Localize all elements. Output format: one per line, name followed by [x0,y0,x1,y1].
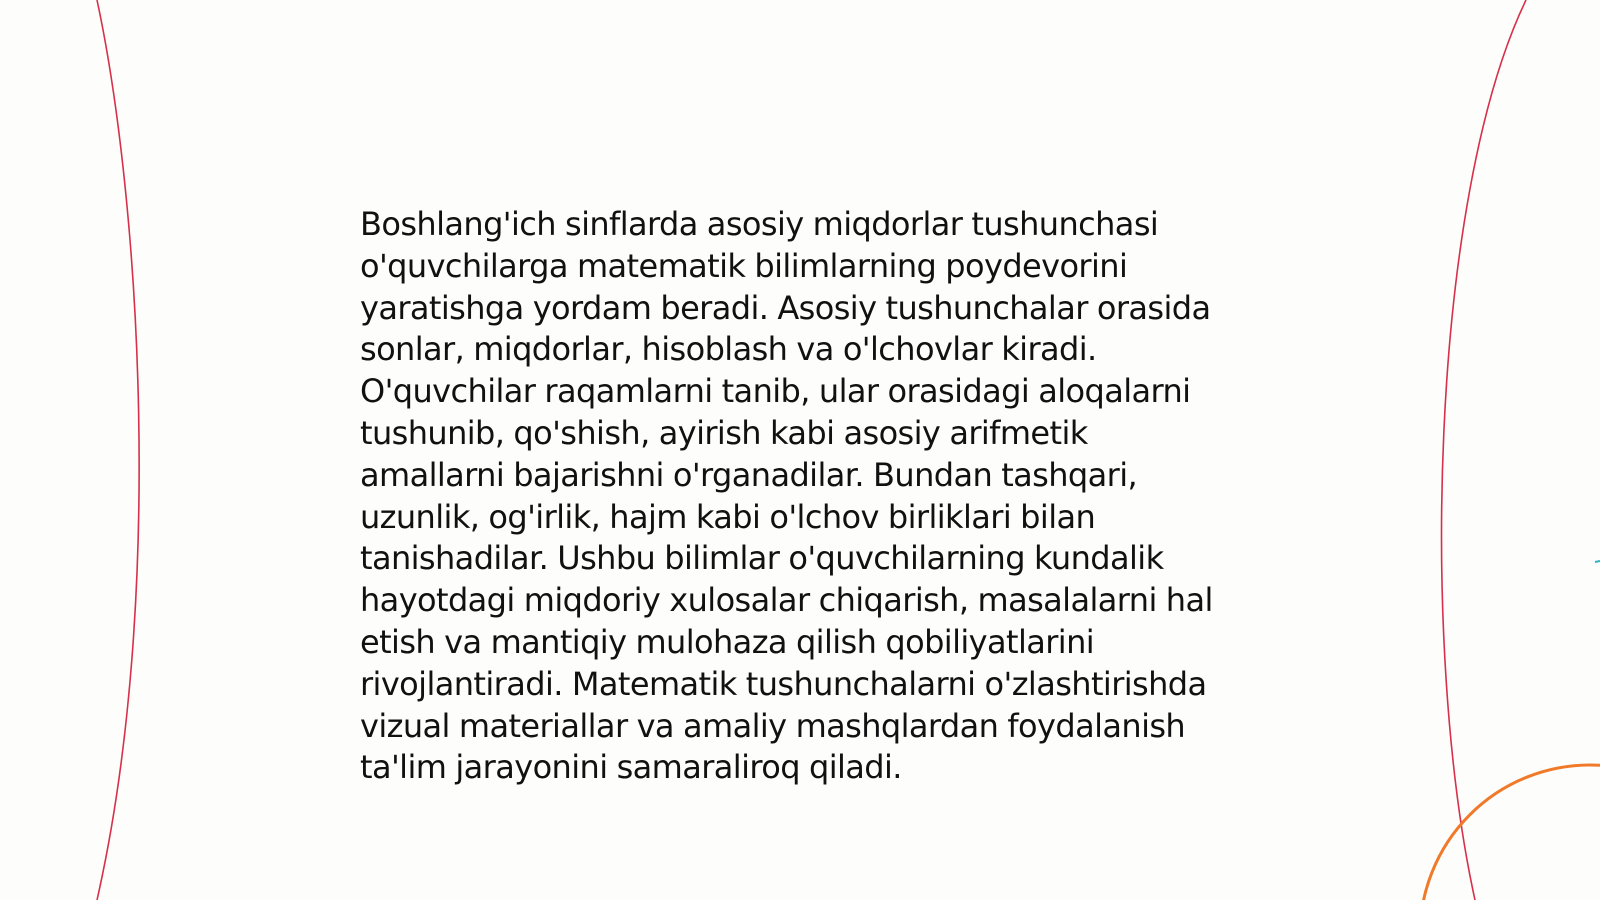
body-paragraph: Boshlang'ich sinflarda asosiy miqdorlar tushunchasi o'quvchilarga matematik bilimlarning poydevorini yaratishga yordam beradi. Asosiy tushunchalar orasida sonlar, miqdorlar, hisoblash va o'lchovlar kiradi. O'quvchilar raqamlarni tanib, ular orasidagi aloqalarni tushunib, qo'shish, ayirish kabi asosiy arifmetik amallarni bajarishni o'rganadilar. Bundan tashqari, uzunlik, og'irlik, hajm kabi o'lchov birliklari bilan tanishadilar. Ushbu bilimlar o'quvchilarning kundalik hayotdagi miqdoriy xulosalar chiqarish, masalalarni hal etish va mantiqiy mulohaza qilish qobiliyatlarini rivojlantiradi. Matematik tushunchalarni o'zlashtirishda vizual materiallar va amaliy mashqlardan foydalanish ta'lim jarayonini samaraliroq qiladi. [360,205,1213,787]
left-curve [97,0,139,900]
right-curve [1442,0,1526,900]
teal-mark [1595,561,1600,562]
orange-arc [1420,765,1600,900]
